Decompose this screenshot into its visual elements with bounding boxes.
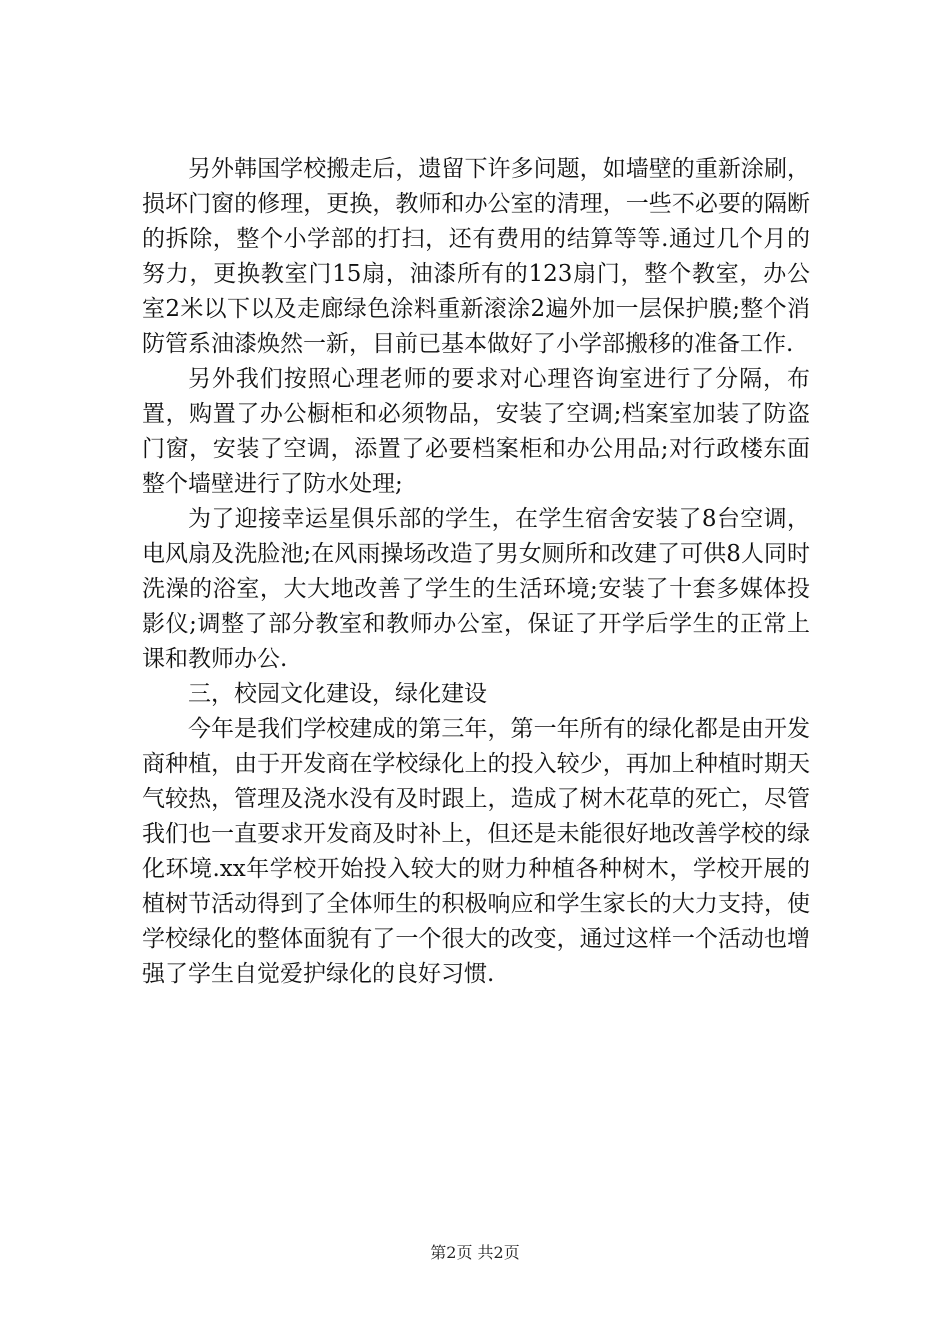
paragraph-dormitory: 为了迎接幸运星俱乐部的学生，在学生宿舍安装了8台空调，电风扇及洗脸池;在风雨操场改造了男女厕所和改建了可供8人同时洗澡的浴室，大大地改善了学生的生活环境;安装了十套多媒体投影仪;调整了部分教室和教师办公室，保证了开学后学生的正常上课和教师办公. [142, 506, 810, 672]
document-body [142, 152, 810, 992]
page-footer [0, 1240, 950, 1263]
section-heading-campus-culture: 三，校园文化建设，绿化建设 [188, 681, 487, 707]
paragraph-counseling-room: 另外我们按照心理老师的要求对心理咨询室进行了分隔，布置，购置了办公橱柜和必须物品，安装了空调;档案室加装了防盗门窗，安装了空调，添置了必要档案柜和办公用品;对行政楼东面整个墙壁进行了防水处理; [142, 366, 810, 497]
paragraph-greening: 今年是我们学校建成的第三年，第一年所有的绿化都是由开发商种植，由于开发商在学校绿化上的投入较少，再加上种植时期天气较热，管理及浇水没有及时跟上，造成了树木花草的死亡，尽管我们也一直要求开发商及时补上，但还是未能很好地改善学校的绿化环境.xx年学校开始投入较大的财力种植各种树木，学校开展的植树节活动得到了全体师生的积极响应和学生家长的大力支持，使学校绿化的整体面貌有了一个很大的改变，通过这样一个活动也增强了学生自觉爱护绿化的良好习惯. [142, 716, 810, 987]
page-number: 第2页 共2页 [430, 1243, 520, 1262]
paragraph-renovation: 另外韩国学校搬走后，遗留下许多问题，如墙壁的重新涂刷，损坏门窗的修理，更换，教师和办公室的清理，一些不必要的隔断的拆除，整个小学部的打扫，还有费用的结算等等.通过几个月的努力，更换教室门15扇，油漆所有的123扇门，整个教室，办公室2米以下以及走廊绿色涂料重新滚涂2遍外加一层保护膜;整个消防管系油漆焕然一新，目前已基本做好了小学部搬移的准备工作. [142, 156, 810, 357]
